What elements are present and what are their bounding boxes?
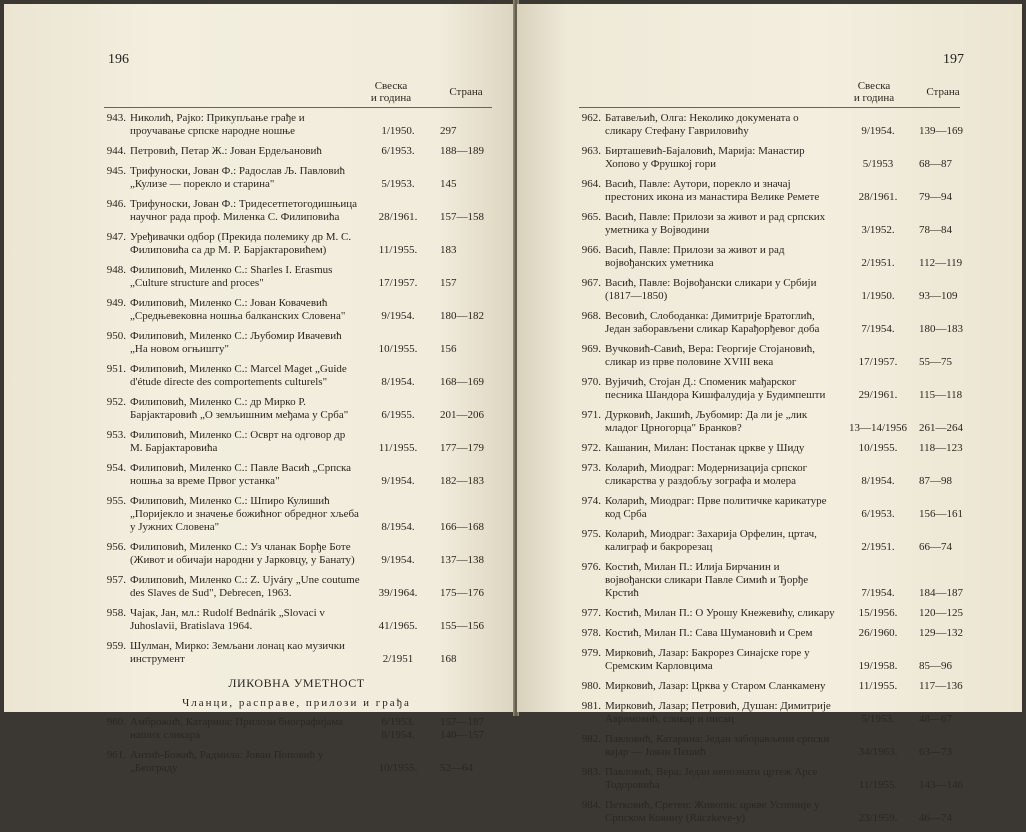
entry-number: 944. <box>106 145 126 157</box>
entry-pages: 52—64 <box>440 762 473 774</box>
bibliography-entry <box>579 343 958 369</box>
entry-volume-year: 39/1964. <box>378 587 418 599</box>
left-page <box>4 4 515 774</box>
entry-text: Филиповић, Миленко С.: Љубомир Ивачевић „На новом огњишту" <box>130 330 342 355</box>
entry-text: Чајак, Јан, мл.: Rudolf Bednárik „Slovaci v Juhoslavii, Bratislava 1964. <box>130 607 325 632</box>
bibliography-entry <box>104 264 489 290</box>
entry-volume-year: 2/1951. <box>861 541 895 553</box>
entry-text: Амброжић, Катарина: Прилози биографијама наших сликара <box>130 716 344 741</box>
bibliography-entry <box>579 178 958 204</box>
entry-volume-year: 28/1961. <box>858 191 898 203</box>
entry-pages: 48—67 <box>919 713 952 725</box>
entry-text: Петковић, Сретен: Живопис цркве Успеније у Српском Ковину (Ráczkeve-y) <box>605 799 820 824</box>
entry-number: 952. <box>106 396 126 408</box>
entry-number: 970. <box>581 376 601 388</box>
entry-text: Филиповић, Миленко С.: Z. Ujváry „Une coutume des Slaves de Sud", Debrecen, 1963. <box>130 574 360 599</box>
entry-number: 979. <box>581 647 601 659</box>
entry-volume-year: 1/1950. <box>381 125 415 137</box>
header-rule <box>579 107 960 108</box>
entry-number: 969. <box>581 343 601 355</box>
entry-pages: 93—109 <box>919 290 958 302</box>
entry-volume-year: 9/1954. <box>381 310 415 322</box>
entry-pages: 155—156 <box>440 620 484 632</box>
bibliography-entry <box>104 716 489 742</box>
entry-volume-year: 6/1953. 8/1954. <box>381 716 415 741</box>
entry-pages: 118—123 <box>919 442 963 454</box>
bibliography-entry <box>579 647 958 673</box>
entry-volume-year: 8/1954. <box>861 475 895 487</box>
entry-pages: 188—189 <box>440 145 484 157</box>
entry-text: Коларић, Миодраг: Прве политичке карикатуре код Срба <box>605 495 827 520</box>
entry-text: Трифуноски, Јован Ф.: Радослав Љ. Павловић „Кулизе — порекло и старина" <box>130 165 346 190</box>
entry-volume-year: 10/1955. <box>858 442 898 454</box>
entry-text: Филиповић, Миленко С.: Јован Ковачевић „Средњевековна ношња балканских Словена" <box>130 297 346 322</box>
bibliography-entry <box>579 799 958 825</box>
entry-text: Кашанин, Милан: Постанак цркве у Шиду <box>605 442 805 454</box>
entry-number: 945. <box>106 165 126 177</box>
entry-volume-year: 17/1957. <box>378 277 418 289</box>
entry-volume-year: 7/1954. <box>861 323 895 335</box>
entry-text: Батавељић, Олга: Неколико докумената о сликару Стефану Гавриловићу <box>605 112 799 137</box>
bibliography-entry <box>104 640 489 666</box>
entry-number: 983. <box>581 766 601 778</box>
entry-volume-year: 2/1951 <box>382 653 414 665</box>
entry-pages: 184—187 <box>919 587 963 599</box>
entry-number: 972. <box>581 442 601 454</box>
entry-text: Антић-Божић, Радмила: Јован Поповић у „Београду <box>130 749 324 774</box>
entry-volume-year: 9/1954. <box>381 475 415 487</box>
bibliography-entry <box>579 244 963 270</box>
entry-volume-year: 11/1955. <box>378 442 418 454</box>
bibliography-entry <box>104 462 489 488</box>
page-number-right: 197 <box>943 52 964 67</box>
entry-pages: 137—138 <box>440 554 484 566</box>
entry-text: Васић, Павле: Прилози за живот и рад српских уметника у Војводини <box>605 211 826 236</box>
bibliography-entry <box>104 231 489 257</box>
entry-text: Уређивачки одбор (Прекида полемику др М. С. Филиповића са др М. Р. Барјактаровићем) <box>130 231 352 256</box>
entry-pages: 139—169 <box>919 125 963 137</box>
entry-text: Филиповић, Миленко С.: Marcel Maget „Guide d'étude directe des comportements culturels" <box>130 363 347 388</box>
entry-number: 957. <box>106 574 126 586</box>
entry-number: 956. <box>106 541 126 553</box>
bibliography-entry <box>104 396 489 422</box>
entry-text: Бирташевић-Бајаловић, Марија: Манастир Хопово у Фрушкој гори <box>605 145 805 170</box>
entry-volume-year: 9/1954. <box>861 125 895 137</box>
entry-pages: 66—74 <box>919 541 952 553</box>
entry-number: 953. <box>106 429 126 441</box>
entry-number: 964. <box>581 178 601 190</box>
bibliography-entry <box>579 112 963 138</box>
entry-text: Вујичић, Стојан Д.: Споменик мађарског песника Шандора Кишфалудија у Будимпешти <box>605 376 826 401</box>
column-header-page: Страна <box>449 86 483 98</box>
entry-volume-year: 11/1955. <box>378 244 418 256</box>
page-number-left: 196 <box>108 52 129 67</box>
entry-text: Коларић, Миодраг: Модернизација српског сликарства у раздобљу зографа и молера <box>605 462 808 487</box>
bibliography-entry <box>579 145 958 171</box>
entry-pages: 157—158 <box>440 211 484 223</box>
entry-volume-year: 6/1953. <box>861 508 895 520</box>
header-rule <box>104 107 492 108</box>
bibliography-entry <box>579 700 958 726</box>
entry-pages: 182—183 <box>440 475 484 487</box>
bibliography-entry <box>104 165 489 191</box>
entry-pages: 117—136 <box>919 680 963 692</box>
entry-volume-year: 8/1954. <box>381 376 415 388</box>
entry-text: Мирковић, Лазар; Петровић, Душан: Димитрије Аврамовић, сликар и писац <box>605 700 831 725</box>
entry-text: Васић, Павле: Прилози за живот и рад војвођанских уметника <box>605 244 785 269</box>
entry-volume-year: 5/1953. <box>861 713 895 725</box>
entry-number: 948. <box>106 264 126 276</box>
bibliography-entry <box>104 749 489 775</box>
entry-pages: 78—84 <box>919 224 952 236</box>
entry-pages: 157—187 140—157 <box>440 716 484 741</box>
entry-volume-year: 9/1954. <box>381 554 415 566</box>
entry-volume-year: 1/1950. <box>861 290 895 302</box>
bibliography-entry <box>579 495 963 521</box>
bibliography-entry <box>579 766 963 792</box>
entry-text: Мирковић, Лазар: Бакрорез Синајске горе у Сремским Карловцима <box>605 647 810 672</box>
entry-volume-year: 10/1955. <box>378 762 418 774</box>
entry-text: Филиповић, Миленко С.: Sharles I. Erasmus „Culture structure and proces" <box>130 264 333 289</box>
entry-number: 984. <box>581 799 601 811</box>
bibliography-entry <box>579 277 958 303</box>
entry-number: 971. <box>581 409 601 421</box>
entry-pages: 55—75 <box>919 356 952 368</box>
entry-volume-year: 5/1953. <box>381 178 415 190</box>
entry-text: Филиповић, Миленко С.: др Мирко Р. Барјактаровић „О земљишним међама у Срба" <box>130 396 349 421</box>
bibliography-entry <box>579 310 963 336</box>
entry-number: 961. <box>106 749 126 761</box>
entry-pages: 168 <box>440 653 457 665</box>
entry-pages: 180—183 <box>919 323 963 335</box>
entry-number: 968. <box>581 310 601 322</box>
entry-text: Филиповић, Миленко С.: Павле Васић „Српска ношња за време Првог устанка" <box>130 462 352 487</box>
bibliography-entry <box>579 627 963 640</box>
entry-number: 950. <box>106 330 126 342</box>
right-page <box>517 4 1022 824</box>
entry-text: Филиповић, Миленко С.: Осврт на одговор др М. Барјактаровића <box>130 429 346 454</box>
entry-number: 977. <box>581 607 601 619</box>
entry-volume-year: 11/1955. <box>858 779 898 791</box>
bibliography-entry <box>104 330 489 356</box>
entry-pages: 175—176 <box>440 587 484 599</box>
bibliography-entry <box>579 561 963 600</box>
bibliography-entry <box>104 495 489 534</box>
entry-text: Трифуноски, Јован Ф.: Тридесетпетогодишњица научног рада проф. Миленка С. Филиповића <box>130 198 357 223</box>
entry-volume-year: 29/1961. <box>858 389 898 401</box>
entry-text: Костић, Милан П.: О Урошу Кнежевићу, сликару <box>605 607 835 619</box>
entry-volume-year: 28/1961. <box>378 211 418 223</box>
entry-volume-year: 23/1959. <box>858 812 898 824</box>
entry-number: 949. <box>106 297 126 309</box>
entry-text: Мирковић, Лазар: Црква у Старом Сланкамену <box>605 680 826 692</box>
entry-number: 960. <box>106 716 126 728</box>
entry-text: Филиповић, Миленко С.: Шпиро Кулишић „Поријекло и значење божићног обредног хљеба у Јужних Словена" <box>130 495 359 533</box>
entry-pages: 79—94 <box>919 191 952 203</box>
bibliography-entry <box>104 541 489 567</box>
bibliography-entry <box>579 211 958 237</box>
entry-text: Костић, Милан П.: Сава Шумановић и Срем <box>605 627 813 639</box>
entry-pages: 63—73 <box>919 746 952 758</box>
bibliography-entry <box>579 462 958 488</box>
entry-volume-year: 7/1954. <box>861 587 895 599</box>
bibliography-entry <box>579 376 963 402</box>
entry-number: 974. <box>581 495 601 507</box>
entry-text: Весовић, Слободанка: Димитрије Братоглић, Један заборављени сликар Карађорђевог доба <box>605 310 820 335</box>
entry-text: Николић, Рајко: Прикупљање грађе и проучавање српске народне ношње <box>130 112 305 137</box>
bibliography-entry <box>104 429 489 455</box>
entry-pages: 115—118 <box>919 389 963 401</box>
entry-pages: 297 <box>440 125 457 137</box>
column-header-volume: Свеска и година <box>853 80 895 104</box>
entry-volume-year: 17/1957. <box>858 356 898 368</box>
entry-number: 943. <box>106 112 126 124</box>
bibliography-entry <box>104 574 489 600</box>
entry-text: Костић, Милан П.: Илија Бирчанин и војвођански сликари Павле Симић и Ђорђе Крстић <box>605 561 809 599</box>
entry-volume-year: 2/1951. <box>861 257 895 269</box>
entry-text: Петровић, Петар Ж.: Јован Ердељановић <box>130 145 322 157</box>
entry-pages: 168—169 <box>440 376 484 388</box>
entry-volume-year: 19/1958. <box>858 660 898 672</box>
bibliography-entry <box>104 112 489 138</box>
entry-text: Шулман, Мирко: Земљани лонац као музички инструмент <box>130 640 345 665</box>
entry-pages: 177—179 <box>440 442 484 454</box>
entry-number: 959. <box>106 640 126 652</box>
entry-pages: 145 <box>440 178 457 190</box>
column-header-page: Страна <box>926 86 960 98</box>
entry-number: 962. <box>581 112 601 124</box>
entry-number: 946. <box>106 198 126 210</box>
entry-text: Васић, Павле: Аутори, порекло и значај престоних икона из манастира Велике Ремете <box>605 178 820 203</box>
entry-pages: 87—98 <box>919 475 952 487</box>
entry-number: 954. <box>106 462 126 474</box>
bibliography-entry <box>579 442 963 455</box>
bibliography-entry <box>579 409 963 435</box>
entry-volume-year: 5/1953 <box>862 158 894 170</box>
entry-number: 975. <box>581 528 601 540</box>
entry-pages: 261—264 <box>919 422 963 434</box>
entry-list-left <box>104 112 489 782</box>
entry-text: Васић, Павле: Војвођански сликари у Србији (1817—1850) <box>605 277 817 302</box>
column-header-volume: Свеска и година <box>370 80 412 104</box>
bibliography-entry <box>104 145 489 158</box>
entry-text: Павловић, Катарина: Један заборављени српски вајар — Јован Пешић <box>605 733 830 758</box>
entry-volume-year: 6/1955. <box>381 409 415 421</box>
entry-pages: 166—168 <box>440 521 484 533</box>
entry-volume-year: 3/1952. <box>861 224 895 236</box>
section-title: ЛИКОВНА УМЕТНОСТ <box>228 676 365 690</box>
entry-pages: 112—119 <box>919 257 963 269</box>
entry-number: 981. <box>581 700 601 712</box>
bibliography-entry <box>104 363 489 389</box>
entry-text: Дурковић, Јакшић, Љубомир: Да ли је „лик младог Црногорца" Бранков? <box>605 409 808 434</box>
entry-volume-year: 13—14/1956 <box>848 422 908 434</box>
section-subtitle: Чланци, расправе, прилози и грађа <box>182 697 411 709</box>
bibliography-entry <box>104 198 489 224</box>
entry-volume-year: 34/1963. <box>858 746 898 758</box>
entry-pages: 156—161 <box>919 508 963 520</box>
entry-volume-year: 10/1955. <box>378 343 418 355</box>
entry-pages: 156 <box>440 343 457 355</box>
entry-text: Вучковић-Савић, Вера: Георгије Стојановић, сликар из прве половине XVIII века <box>605 343 815 368</box>
entry-volume-year: 41/1965. <box>378 620 418 632</box>
entry-pages: 68—87 <box>919 158 952 170</box>
entry-volume-year: 26/1960. <box>858 627 898 639</box>
entry-number: 978. <box>581 627 601 639</box>
entry-number: 958. <box>106 607 126 619</box>
entry-pages: 46—74 <box>919 812 952 824</box>
entry-number: 973. <box>581 462 601 474</box>
entry-number: 963. <box>581 145 601 157</box>
bibliography-entry <box>579 528 958 554</box>
entry-text: Павловић, Вера: Један непознати цртеж Арсе Тодоровића <box>605 766 818 791</box>
entry-pages: 85—96 <box>919 660 952 672</box>
entry-number: 966. <box>581 244 601 256</box>
entry-number: 976. <box>581 561 601 573</box>
entry-pages: 201—206 <box>440 409 484 421</box>
entry-volume-year: 11/1955. <box>858 680 898 692</box>
entry-pages: 180—182 <box>440 310 484 322</box>
bibliography-entry <box>579 607 963 620</box>
bibliography-entry <box>104 607 489 633</box>
entry-text: Филиповић, Миленко С.: Уз чланак Борђе Боте (Живот и обичаји народни у Јарковцу, у Банату) <box>130 541 355 566</box>
entry-number: 967. <box>581 277 601 289</box>
entry-volume-year: 8/1954. <box>381 521 415 533</box>
entry-pages: 143—146 <box>919 779 963 791</box>
bibliography-entry <box>579 680 963 693</box>
entry-number: 955. <box>106 495 126 507</box>
entry-pages: 183 <box>440 244 457 256</box>
entry-text: Коларић, Миодраг: Захарија Орфелин, цртач, калиграф и бакрорезац <box>605 528 817 553</box>
entry-volume-year: 15/1956. <box>858 607 898 619</box>
bibliography-entry <box>579 733 958 759</box>
entry-number: 980. <box>581 680 601 692</box>
entry-list-right <box>579 112 963 832</box>
entry-number: 965. <box>581 211 601 223</box>
entry-number: 951. <box>106 363 126 375</box>
entry-pages: 129—132 <box>919 627 963 639</box>
entry-pages: 157 <box>440 277 457 289</box>
entry-volume-year: 6/1953. <box>381 145 415 157</box>
entry-number: 947. <box>106 231 126 243</box>
entry-pages: 120—125 <box>919 607 963 619</box>
bibliography-entry <box>104 297 489 323</box>
entry-number: 982. <box>581 733 601 745</box>
